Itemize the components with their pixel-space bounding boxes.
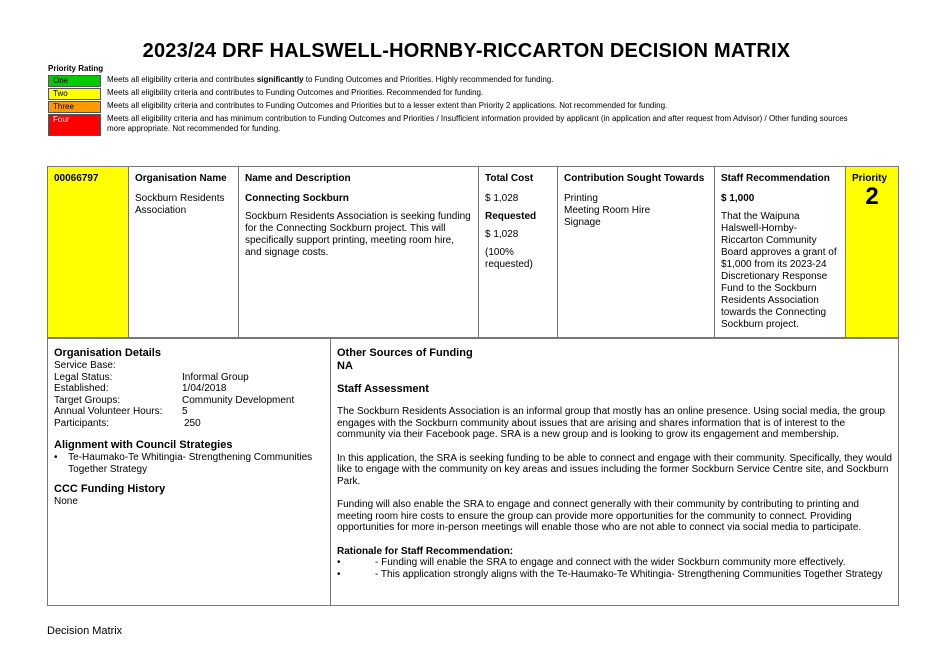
description-header: Name and Description [245,173,351,184]
priority-row-one [48,75,867,87]
org-details-column [48,339,331,605]
rationale-text: - Funding will enable the SRA to engage and connect with the wider Sockburn community more effectively. [375,557,846,568]
detail-key: Participants: [54,417,110,429]
detail-row [54,418,324,430]
detail-row [54,406,324,418]
detail-row [54,360,324,372]
bullet-icon: • [337,568,341,580]
funding-history-heading: CCC Funding History [54,483,166,495]
detail-value: 5 [182,406,188,417]
priority-value: 2 [865,183,879,210]
staff-recommendation-text: That the Waipuna Halswell-Hornby-Riccarton Community Board approves a grant of $1,000 from its 2023-24 Discretionary Response Fund to the Sockburn Residents Association towards the Connecting Sockburn project. [721,211,837,330]
detail-key: Target Groups: [54,394,121,406]
funding-history-value: None [54,496,78,507]
requested-percent: (100% requested) [485,247,533,270]
staff-recommendation-cell [715,167,846,338]
project-name: Connecting Sockburn [245,193,349,204]
detail-value: Community Development [182,394,295,406]
detail-value: Informal Group [182,371,249,383]
priority-swatch-three: Three [48,101,101,113]
priority-desc-two: Meets all eligibility criteria and contributes to Funding Outcomes and Priorities. Recommended for funding. [107,88,484,97]
alignment-item [54,452,324,475]
detail-row [54,372,324,384]
priority-swatch-two: Two [48,88,101,100]
desc-bold: significantly [256,75,304,84]
bullet-icon: • [54,452,58,463]
total-cost-header: Total Cost [485,173,534,184]
other-funding-heading: Other Sources of Funding [337,347,473,359]
detail-key: Legal Status: [54,371,113,383]
contribution-item: Meeting Room Hire [564,205,651,216]
priority-desc-four: Meets all eligibility criteria and has minimum contribution to Funding Outcomes and Priorities / Insufficient information provided by applicant (in application and after request from Advisor) / Other funding sources more appropriate. Not recommended for funding. [107,114,848,133]
assessment-paragraph: The Sockburn Residents Association is an informal group that mostly has an online presence. Using social media, the group engages with the Sockburn community about issues that are arising and shares information that is of interest to the community via their Facebook page. SRA is a new group and is looking to grow its engagement and membership. [337,406,886,440]
org-name-cell [129,167,239,338]
priority-swatch-one: One [48,75,101,87]
bullet-icon: • [337,557,341,568]
details-section [47,338,899,606]
detail-key: Annual Volunteer Hours: [54,406,163,417]
application-table [47,166,899,338]
project-description: Sockburn Residents Association is seeking funding for the Connecting Sockburn project. This will specifically support printing, meeting room hire, and signage costs. [245,211,471,258]
contribution-item: Signage [564,217,601,228]
rationale-heading: Rationale for Staff Recommendation: [337,545,514,557]
alignment-heading: Alignment with Council Strategies [54,439,233,451]
application-id-cell [48,167,129,338]
org-name-header: Organisation Name [135,173,227,184]
priority-desc-three: Meets all eligibility criteria and contributes to Funding Outcomes and Priorities but to a lesser extent than Priority 2 applications. Not recommended for funding. [107,101,668,110]
page-title: 2023/24 DRF HALSWELL-HORNBY-RICCARTON DECISION MATRIX [142,40,791,62]
priority-row-four [48,114,867,136]
priority-cell [846,167,899,338]
contribution-header: Contribution Sought Towards [564,173,705,184]
staff-assessment-heading: Staff Assessment [337,383,429,395]
org-details-heading: Organisation Details [54,347,161,359]
desc-text: Meets all eligibility criteria and contributes [107,75,257,84]
description-cell [239,167,479,338]
detail-row [54,395,324,407]
priority-desc-one [107,75,867,87]
priority-header: Priority [852,173,888,184]
priority-row-three [48,101,867,113]
detail-key: Established: [54,383,109,394]
cost-cell [479,167,558,338]
rationale-item [337,557,892,569]
requested-label: Requested [485,211,537,222]
contribution-cell [558,167,715,338]
priority-swatch-four: Four [48,114,101,136]
alignment-text: Te-Haumako-Te Whitingia- Strengthening Communities Together Strategy [68,452,313,475]
desc-text: to Funding Outcomes and Priorities. Highly recommended for funding. [303,75,554,84]
org-name: Sockburn Residents Association [135,193,225,216]
assessment-paragraph: Funding will also enable the SRA to engage and connect generally with their community by contributing to printing and meeting room hire costs to ensure the group can provide more opportunities for the community to connect. Providing opportunities for more in-person meetings will enable those who are not able to connect via social media to participate. [337,499,862,533]
detail-key: Service Base: [54,360,116,371]
priority-rating-heading: Priority Rating [48,64,104,73]
rationale-text: - This application strongly aligns with the Te-Haumako-Te Whitingia- Strengthening Communities Together Strategy [375,568,883,580]
assessment-paragraph: In this application, the SRA is seeking funding to be able to connect and engage with their community. Specifically, they would like to engage with the community on key areas and issues including the former Sockburn Service Centre site, and Sockburn Park. [337,452,892,487]
staff-amount: $ 1,000 [721,193,755,204]
contribution-item: Printing [564,193,598,204]
priority-row-two [48,88,867,100]
detail-row [54,383,324,395]
application-id: 00066797 [54,173,99,184]
staff-recommendation-header: Staff Recommendation [721,173,830,184]
rationale-item [337,569,892,581]
other-funding-value: NA [337,360,353,372]
assessment-column [331,339,898,605]
detail-value: 250 [184,417,201,429]
footer-label: Decision Matrix [47,625,123,637]
requested-amount: $ 1,028 [485,229,519,240]
detail-value: 1/04/2018 [182,383,227,394]
total-cost: $ 1,028 [485,193,519,204]
